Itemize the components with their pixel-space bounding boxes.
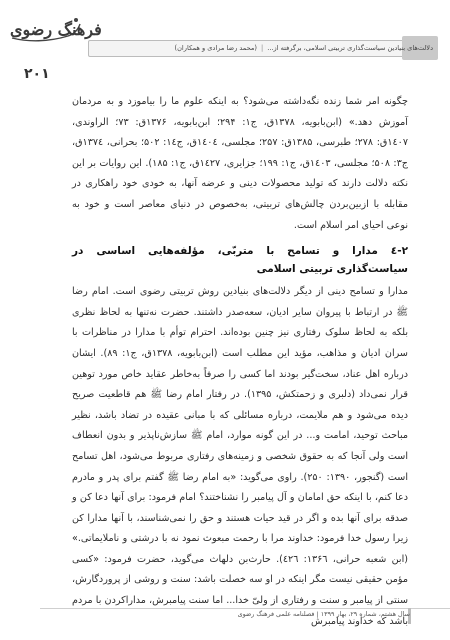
journal-logo: فرهنگ رضوی: [10, 20, 102, 39]
running-title-separator: |: [260, 44, 264, 52]
running-title-authors: (محمد رضا مرادی و همکاران): [174, 44, 257, 52]
page-footer: [0, 596, 450, 626]
paragraph-2: مدارا و تسامح دینی از دیگر دلالت‌های بنیادین روش تربیتی رضوی است. امام رضا ﷺ در ارتباط با پیروان سایر ادیان، سعه‌صدر داشتند. حضرت نه‌تنها به لحاظ نظری بلکه به لحاظ سلوک رفتاری نیز چنین بوده‌اند. احترام توأم با مدارا در مناظرات با سران ادیان و مذاهب، مؤید این مطلب است (ابن‌بابویه، ۱۳۷۸ق، ج۱: ۸۹). ایشان درباره اهل عناد، سخت‌گیر بودند اما کسی را صرفاً به‌خاطر عقاید خاص مورد توهین قرار نمی‌داد (دلبری و زحمتکش، ۱۳۹۵). در رفتار امام رضا ﷺ هم قاطعیت صریح دیده می‌شود و هم ملایمت، درباره مسائلی که با مبانی عقیده در تضاد باشد، نظیر مباحث توحید، امامت و... در این گونه موارد، امام ﷺ سازش‌ناپذیر و بدون انعطاف است ولی آنجا که به حقوق شخصی و زمینه‌های رفتاری مربوط می‌شود، اهل تسامح است (گنجور، ۱۳۹۰: ۲۵۰). راوی می‌گوید: «به امام رضا ﷺ گفتم برای پدر و مادرم دعا کنم، با اینکه حق امامان و آل پیامبر را نشناختند؟ امام فرمود: برای آنها دعا کن و صدقه برای آنها بده و اگر در قید حیات هستند و حق را نمی‌شناسند، با آنها مدارا کن زیرا رسول خدا فرمود: خداوند مرا با رحمت مبعوث نمود نه با درشتی و ناملایماتی.» (ابن شعبه حرانی، ۱۳۶٦: ٤۲٦). حارث‌بن دلهاث می‌گوید، حضرت فرمود: «کسی مؤمن حقیقی نیست مگر اینکه در او سه خصلت باشد: سنت و روشی از پروردگارش، سنتی از پیامبر و سنت و رفتاری از ولیّ خدا... اما سنت پیامبرش، مداراکردن با مردم باشد که خداوند پیامبرش: [72, 286, 408, 627]
page-number: ۲۰۱: [24, 66, 50, 82]
section-heading: ۲-٤ مدارا و تسامح با متربّی، مؤلفه‌هایی اساسی در سیاست‌گذاری تربیتی اسلامی: [72, 245, 408, 276]
running-title-text: دلالت‌های بنیادین سیاست‌گذاری تربیتی اسلامی، برگرفته از...: [267, 44, 433, 52]
running-title: [90, 42, 433, 55]
paragraph-1: چگونه امر شما زنده نگه‌داشته می‌شود؟ به اینکه علوم ما را بیاموزد و به مردمان آموزش دهد.» (ابن‌بابویه، ۱۳۷۸ق، ج۱: ۲۹۴؛ ابن‌بابویه، ۱۳۷۶ق: ۷۳؛ الراوندی، ۱٤۰۷ق: ۲۷۸؛ طبرسی، ۱۳۸۵ق: ۲۵۷؛ مجلسی، ۱٤۰٤ق، ج۱٤: ۵۰۲؛ بحرانی، ۱۳۷٤ق، ج۳: ۵۰۸؛ مجلسی، ۱٤۰۳ق، ج۱: ۱۹۹؛ جزایری، ۱٤۲۷ق، ج۱: ۱۸۵). این روایات بر این نکته دلالت دارند که تولید محصولات دینی و عرضه آنها، به خودی خود راهکاری در مقابله با ازبین‌بردن چالش‌های تربیتی، به‌خصوص در دنیای معاصر است و خود به نوعی احیای امر اسلام است.: [72, 96, 408, 231]
page-header: [0, 0, 450, 62]
footer-journal-info: سال هشتم، شماره ۲۹، بهار ۱۳۹۹ | فصلنامه علمی فرهنگ رضوی: [237, 610, 410, 618]
